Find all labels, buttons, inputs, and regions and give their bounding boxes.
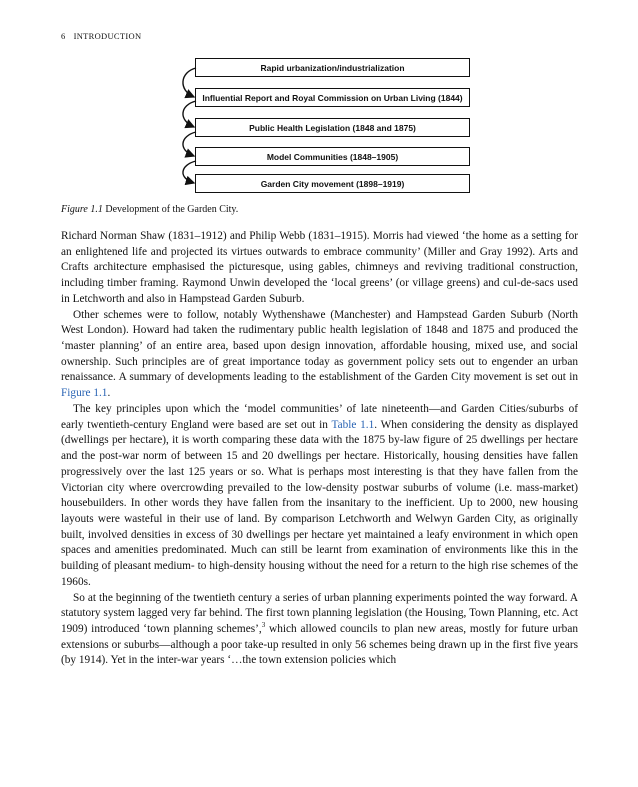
paragraph: Richard Norman Shaw (1831–1912) and Philip Webb (1831–1915). Morris had viewed ‘the home as a setting for an enlightened life and projected its virtues outwards to embrace community’ (Miller and Gray 1992). Arts and Crafts architecture emphasised the picturesque, using gables, chimneys and reviving traditional construction, including timber framing. Raymond Unwin developed the ‘local greens’ (or village greens) and cul-de-sacs used in Letchworth and also in Hampstead Garden Suburb. <box>61 230 578 305</box>
caption-label: Figure 1.1 <box>61 204 103 215</box>
figure-diagram <box>170 50 470 200</box>
body-text <box>61 229 578 669</box>
table-link[interactable]: Table 1.1 <box>331 418 375 431</box>
flow-box-public-health: Public Health Legislation (1848 and 1875) <box>195 118 470 137</box>
figure-caption <box>61 204 238 215</box>
section-title: INTRODUCTION <box>73 31 142 41</box>
running-head <box>61 31 141 41</box>
paragraph: So at the beginning of the twentieth century a series of urban planning experiments pointed the way forward. A statutory system lagged very far behind. The first town planning legislation (the Housing, Town Planning, etc. Act 1909) introduced ‘town planning schemes’,$^3$ which allowed councils to plan new areas, mostly for future urban extensions or suburbs—although a poor take-up resulted in only 56 schemes being drawn up in the first five years (by 1914). Yet in the inter-war years ‘…the town extension policies which <box>61 591 578 667</box>
caption-text: Development of the Garden City. <box>102 204 239 215</box>
flow-box-royal-commission: Influential Report and Royal Commission on Urban Living (1844) <box>195 88 470 107</box>
footnote-ref[interactable]: 3 <box>261 621 266 630</box>
figure-link[interactable]: Figure 1.1 <box>61 387 108 400</box>
flow-box-garden-city: Garden City movement (1898–1919) <box>195 174 470 193</box>
flow-box-model-communities: Model Communities (1848–1905) <box>195 147 470 166</box>
paragraph: Other schemes were to follow, notably Wythenshawe (Manchester) and Hampstead Garden Suburb (North West London). Howard had taken the rudimentary public health legislation of 1848 and 1875 and produced the ‘master planning’ of an entire area, based upon design innovation, affordable housing, mixed use, and social ownership. Such principles are of great importance today as government policy sets out to engender an urban renaissance. A summary of developments leading to the establishment of the Garden City movement is set out in Figure 1.1. <box>61 308 578 400</box>
page-number: 6 <box>61 31 66 41</box>
flow-box-urbanization: Rapid urbanization/industrialization <box>195 58 470 77</box>
paragraph: The key principles upon which the ‘model communities’ of late nineteenth—and Garden Cities/suburbs of early twentieth-century England were based are set out in Table 1.1. When considering the density as displayed (dwellings per hectare), it is worth comparing these data with the 1875 by-law figure of 25 dwellings per hectare and the post-war norm of between 15 and 20 dwellings per hectare. Historically, housing densities have fallen progressively over the last 125 years or so. What is perhaps most interesting is that they have fallen from the Victorian city where overcrowding prevailed to the low-density postwar suburbs of volume (i.e. mass-market) housebuilders. In other words they have fallen from the insanitary to the inefficient. Up to 2000, new housing layouts were wasteful in their use of land. By comparison Letchworth and Welwyn Garden City, as originally built, involved densities in excess of 30 dwellings per hectare yet maintained a leafy environment in which open spaces and amenities predominated. Much can still be learnt from examination of environments like this in the building of pleasant medium- to high-density housing without the need for a return to the high rise schemes of the 1960s. <box>61 402 579 588</box>
